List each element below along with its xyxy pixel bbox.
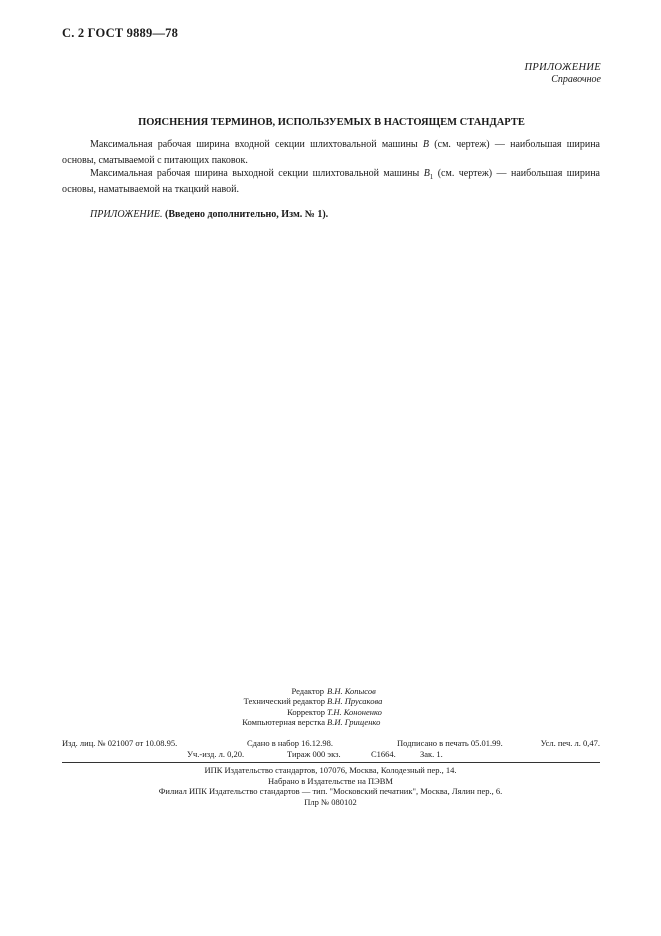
- credit-line: [0, 707, 661, 717]
- body-text: [62, 139, 600, 223]
- paragraph-text: (см. чертеж) — наибольшая ширина основы, наматываемой на ткацкий навой.: [62, 168, 600, 195]
- paragraph-text: (см. чертеж) — наибольшая ширина основы, сматываемой с питающих паковок.: [62, 139, 600, 166]
- order-code: С1664.: [371, 748, 396, 759]
- credit-line: [0, 686, 661, 696]
- term-paragraph-1: [62, 139, 600, 167]
- credit-name: Т.Н. Кононенко: [327, 706, 382, 717]
- credit-role: Редактор: [291, 686, 324, 696]
- note-label: ПРИЛОЖЕНИЕ.: [90, 209, 163, 220]
- symbol: B: [422, 139, 430, 150]
- print-date: Подписано в печать 05.01.99.: [397, 738, 503, 748]
- order-number: Зак. 1.: [420, 748, 443, 759]
- note-text: (Введено дополнительно, Изм. № 1).: [162, 209, 329, 220]
- section-title: ПОЯСНЕНИЯ ТЕРМИНОВ, ИСПОЛЬЗУЕМЫХ В НАСТОЯЩЕМ СТАНДАРТЕ: [138, 117, 525, 128]
- appendix-title: ПРИЛОЖЕНИЕ: [524, 62, 601, 73]
- imprint-row-2: [62, 749, 600, 760]
- credit-name: В.Н. Копысов: [327, 686, 376, 696]
- publisher-address: ИПК Издательство стандартов, 107076, Москва, Колодезный пер., 14.: [204, 765, 457, 775]
- credit-line: [0, 717, 661, 727]
- imprint-block: [62, 738, 600, 759]
- license-number: Изд. лиц. № 021007 от 10.08.95.: [62, 738, 178, 748]
- credit-role: Корректор: [287, 706, 325, 717]
- symbol: B: [423, 168, 430, 179]
- credit-name: В.Н. Прусакова: [327, 696, 383, 707]
- printing-house: Филиал ИПК Издательство стандартов — тип. "Московский печатник", Москва, Лялин пер., 6.: [158, 786, 503, 796]
- print-run: Тираж 000 экз.: [287, 748, 341, 759]
- imprint-row-1: [62, 738, 600, 749]
- amendment-note: [62, 209, 600, 222]
- appendix-label: [525, 62, 602, 85]
- typeset-date: Сдано в набор 16.12.98.: [247, 738, 333, 748]
- paragraph-text: Максимальная рабочая ширина выходной секции шлихтовальной машины: [90, 168, 424, 179]
- credit-role: Компьютерная верстка: [242, 716, 325, 727]
- page-header: С. 2 ГОСТ 9889—78: [62, 26, 179, 40]
- credit-role: Технический редактор: [243, 696, 325, 707]
- license-plr: Плр № 080102: [304, 796, 357, 807]
- credit-name: В.И. Грищенко: [327, 716, 381, 727]
- appendix-type: Справочное: [551, 74, 601, 85]
- credits-block: [0, 686, 661, 727]
- divider-line: [62, 762, 600, 763]
- symbol-subscript: 1: [429, 173, 434, 181]
- credit-line: [0, 696, 661, 706]
- term-paragraph-2: [62, 168, 600, 196]
- publisher-block: [0, 765, 661, 807]
- paragraph-text: Максимальная рабочая ширина входной секции шлихтовальной машины: [90, 139, 423, 150]
- print-sheets: Усл. печ. л. 0,47.: [540, 738, 600, 748]
- publisher-sheets: Уч.-изд. л. 0,20.: [187, 748, 245, 759]
- typeset-note: Набрано в Издательстве на ПЭВМ: [268, 775, 393, 786]
